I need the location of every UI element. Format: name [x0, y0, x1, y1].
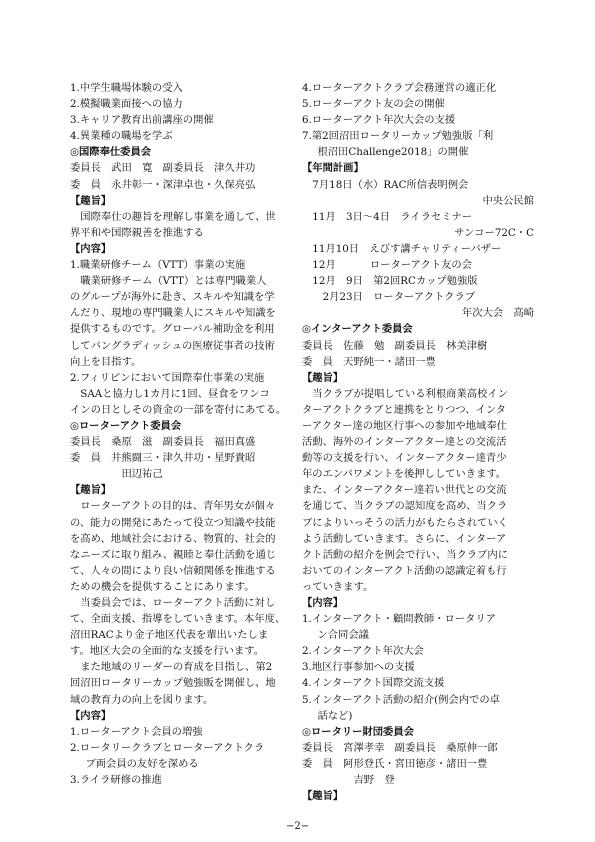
text-line: よう活動していきます。さらに、インターア [302, 532, 507, 545]
section-heading: ◎インターアクト委員会 [302, 323, 413, 336]
text-line: 1.中学生職場体験の受入 [70, 82, 183, 94]
text-line: 年のエンパワメントを後押ししていきます。 [302, 468, 507, 481]
text-line: 委員長 武田 寛 副委員長 津久井功 [70, 162, 256, 175]
text-line: 域の教育力の向上を図ります。 [70, 693, 214, 706]
text-line: 2.インターアクト年次大会 [302, 645, 424, 658]
text-line: 中央公民館 [482, 194, 534, 207]
text-line: 3.ライラ研修の推進 [70, 774, 162, 787]
text-line: ターアクトクラブと連携をとりつつ、インタ [302, 403, 507, 416]
section-heading: 【趣旨】 [70, 484, 112, 497]
text-line: 2.フィリピンにおいて国際奉仕事業の実施 [70, 371, 265, 384]
section-heading: 【内容】 [302, 597, 344, 609]
text-line: また地域のリーダーの育成を目指し、第2 [80, 661, 273, 674]
text-line: 委員長 桑原 滋 副委員長 福田真盛 [70, 436, 256, 449]
text-line: て、人々の間により良い信頼関係を推進する [70, 564, 276, 577]
text-line: 委 員 阿形登氏・宮田徳彦・諸田一豊 [302, 757, 488, 770]
text-line: 6.ローターアクト年次大会の支援 [302, 114, 456, 127]
text-line: 12月 ローターアクト友の会 [312, 259, 473, 272]
text-line: 2.ロータリークラブとローターアクトクラ [70, 741, 265, 754]
text-line: 委員長 佐藤 勉 副委員長 林美津樹 [302, 339, 488, 352]
section-heading: 【趣旨】 [70, 194, 112, 207]
text-line: ーアクター達の地区行事への参加や地域奉仕 [302, 419, 507, 432]
text-line: 年次大会 高崎 [461, 307, 534, 320]
text-line: インの日としその資金の一部を寄付にあてる。 [70, 403, 287, 416]
section-heading: ◎国際奉仕委員会 [70, 146, 152, 159]
text-line: ン合同会議 [317, 629, 369, 642]
text-line: 委 員 天野純一・諸田一豊 [302, 355, 436, 368]
text-line: す。地区大会の全面的な支援を行います。 [70, 645, 264, 658]
text-line: 委員長 宮澤孝幸 副委員長 桑原伸一郎 [302, 741, 498, 754]
text-line: クト活動の紹介を例会で行い、当クラブ内に [302, 548, 508, 561]
text-line: 3.地区行事参加への支援 [302, 661, 415, 674]
text-line: 界平和や国際親善を推進する [70, 226, 204, 239]
section-heading: ◎ロータリー財団委員会 [302, 725, 414, 738]
text-line: 根沼田Challenge2018」の開催 [317, 146, 469, 159]
text-line: ローターアクトの目的は、青年男女が個々 [80, 500, 276, 513]
text-line: 3.キャリア教育出前講座の開催 [70, 114, 214, 127]
text-line: SAAと協力し1カ月に1回、昼食をワンコ [80, 387, 270, 400]
section-heading: 【内容】 [70, 709, 112, 722]
text-line: なニーズに取り組み、親睦と奉仕活動を通じ [70, 548, 277, 561]
text-line: 委 員 井熊闘三・津久井功・星野貴昭 [70, 452, 256, 465]
text-line: 回沼田ロータリーカップ勉強販を開催し、地 [70, 677, 276, 690]
text-line: んだり、現地の専門職業人にスキルや知識を [70, 307, 276, 320]
text-line: 1.インターアクト・顧問教師・ロータリア [302, 613, 496, 626]
text-line: 当クラブが提唱している利根商業高校イン [312, 387, 508, 400]
section-heading: 【内容】 [70, 242, 112, 255]
text-line: の、能力の開発にあたって役立つ知識や技能 [70, 516, 276, 529]
text-line: 動等の支援を行い、インターアクター達青少 [302, 452, 507, 465]
text-line: してバングラディッシュの医療従事者の技術 [70, 339, 275, 352]
text-line: また、インターアクター達若い世代との交流 [302, 484, 507, 497]
text-line: サンコー72C・C [454, 226, 534, 239]
text-line: を通じて、当クラブの認知度を高め、当クラ [302, 500, 508, 513]
text-line: 7月18日（水）RAC所信表明例会 [312, 178, 469, 191]
section-heading: 【趣旨】 [302, 371, 344, 384]
text-line: 7.第2回沼田ロータリーカップ勉強版「利 [302, 130, 494, 143]
text-line: 4.異業種の職場を学ぶ [70, 130, 173, 143]
text-line: 5.インターアクト活動の紹介(例会内での卓 [302, 693, 500, 706]
text-line: のグループが海外に赴き、スキルや知識を学 [70, 291, 275, 304]
text-line: ブによりいっそうの活力がもたらされていく [302, 516, 508, 529]
text-line: 2.模擬職業面接への協力 [70, 98, 183, 111]
right-column [302, 80, 534, 804]
page-number: −2− [285, 821, 310, 832]
text-line: 活動、海外のインターアクター達との交流活 [302, 436, 507, 449]
text-line: 田辺祐己 [121, 468, 163, 481]
text-line: 職業研修チーム（VTT）とは専門職業人 [80, 275, 267, 288]
text-line: 4.ローターアクトクラブ会務運営の適正化 [302, 82, 497, 94]
text-line: 5.ローターアクト友の会の開催 [302, 98, 445, 111]
text-line: 1.職業研修チーム（VTT）事業の実施 [70, 259, 246, 272]
text-line: 11月 3日～4日 ライラセミナー [312, 210, 473, 223]
text-line: て、全面支援、指導をしていきます。本年度、 [70, 613, 286, 626]
text-line: 沼田RACより金子地区代表を輩出いたしま [70, 629, 269, 642]
text-line: おいてのインターアクト活動の認識定着も行 [302, 564, 507, 577]
text-line: 当委員会では、ローターアクト活動に対し [80, 597, 276, 609]
section-heading: 【年間計画】 [302, 162, 364, 175]
text-line: 4.インターアクト国際交流支援 [302, 677, 445, 690]
text-line: 提供するものです。グローバル補助金を利用 [70, 323, 275, 336]
text-line: 吉野 登 [353, 774, 395, 787]
text-line: 12月 9日 第2回RCカップ勉強版 [312, 275, 478, 288]
text-line: 11月10日 えびす講チャリティーバザー [312, 242, 502, 255]
text-line: ための機会を提供することにあります。 [70, 580, 255, 593]
text-line: っていきます。 [302, 580, 374, 593]
section-heading: ◎ローターアクト委員会 [70, 419, 182, 432]
text-line: を高め、地域社会における、物質的、社会的 [70, 532, 276, 545]
left-column [70, 80, 302, 788]
text-line: 委 員 永井彰一・深津卓也・久保亮弘 [70, 178, 256, 191]
text-line: 話など) [317, 709, 353, 722]
text-line: 国際奉仕の趣旨を理解し事業を通して、世 [80, 210, 276, 223]
text-line: 1.ローターアクト会員の増強 [70, 725, 203, 738]
text-line: 向上を目指す。 [70, 355, 142, 368]
section-heading: 【趣旨】 [302, 790, 344, 803]
text-line: 2月23日 ローターアクトクラブ [322, 291, 476, 304]
text-line: ブ両会員の友好を深める [85, 757, 199, 770]
